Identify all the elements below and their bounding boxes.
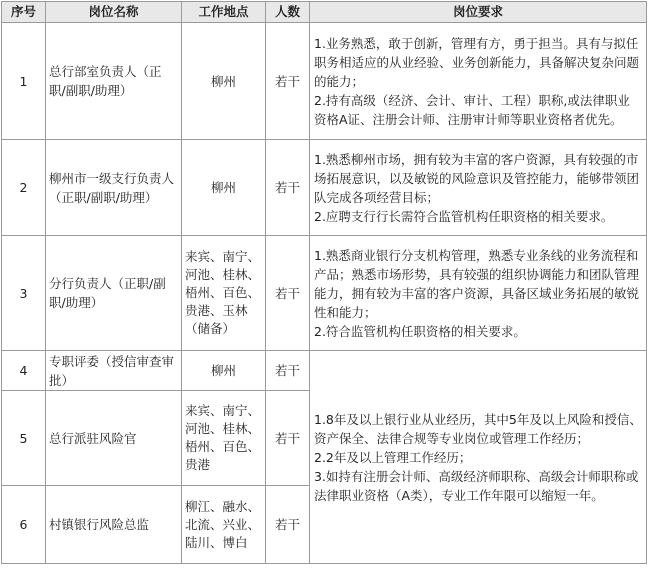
table-row (2, 351, 647, 391)
header-count: 人数 (266, 2, 310, 23)
requirement-item: 3.如持有注册会计师、高级经济师职称、高级会计师职称或法律职业资格（A类），专业工作年限可以缩短一年。 (314, 468, 639, 503)
requirement-item: 2.2年及以上管理工作经历； (314, 449, 472, 465)
row-no: 6 (2, 486, 46, 564)
row-requirements (310, 236, 647, 351)
table-row (2, 140, 647, 236)
header-no: 序号 (2, 2, 46, 23)
requirement-item: 2.应聘支行行长需符合监管机构任职资格的相关要求。 (314, 208, 614, 224)
row-location: 来宾、南宁、河池、桂林、梧州、百色、贵港、玉林（储备） (182, 236, 266, 351)
requirement-item: 1.8年及以上银行业从业经历，其中5年及以上风险和授信、资产保全、法律合规等专业岗位或管理工作经历； (314, 411, 642, 446)
requirement-item: 1.熟悉柳州市场，拥有较为丰富的客户资源，具有较强的市场拓展意识，以及敏锐的风险意识及管控能力，能够带领团队完成各项经营目标； (314, 151, 640, 205)
row-count: 若干 (266, 351, 310, 391)
header-requirements: 岗位要求 (310, 2, 647, 23)
row-title: 村镇银行风险总监 (46, 486, 182, 564)
row-count: 若干 (266, 486, 310, 564)
row-no: 2 (2, 140, 46, 236)
row-count: 若干 (266, 23, 310, 140)
requirement-item: 1.业务熟悉，敢于创新，管理有方，勇于担当。具有与拟任职务相适应的从业经验、业务创新能力，具备解决复杂问题的能力； (314, 35, 640, 89)
row-location: 柳州 (182, 351, 266, 391)
row-title: 总行部室负责人（正职/副职/助理） (46, 23, 182, 140)
shared-requirements (310, 351, 647, 564)
table-row (2, 23, 647, 140)
row-title: 柳州市一级支行负责人（正职/副职/助理） (46, 140, 182, 236)
header-title: 岗位名称 (46, 2, 182, 23)
row-count: 若干 (266, 391, 310, 486)
requirement-item: 1.熟悉商业银行分支机构管理，熟悉专业条线的业务流程和产品；熟悉市场形势，具有较强的组织协调能力和团队管理能力，拥有较为丰富的客户资源，具备区域业务拓展的敏锐性和能力； (314, 247, 640, 320)
header-location: 工作地点 (182, 2, 266, 23)
row-no: 1 (2, 23, 46, 140)
row-title: 总行派驻风险官 (46, 391, 182, 486)
requirement-item: 2.持有高级（经济、会计、审计、工程）职称,或法律职业资格A证、注册会计师、注册审计师等职业资格者优先。 (314, 92, 630, 127)
row-location: 柳江、融水、北流、兴业、陆川、博白 (182, 486, 266, 564)
row-location: 柳州 (182, 23, 266, 140)
row-requirements (310, 140, 647, 236)
job-table (1, 1, 647, 564)
row-requirements (310, 23, 647, 140)
row-count: 若干 (266, 140, 310, 236)
row-title: 专职评委（授信审查审批） (46, 351, 182, 391)
row-count: 若干 (266, 236, 310, 351)
row-no: 5 (2, 391, 46, 486)
row-no: 4 (2, 351, 46, 391)
row-title: 分行负责人（正职/副职/助理） (46, 236, 182, 351)
row-no: 3 (2, 236, 46, 351)
row-location: 来宾、南宁、河池、桂林、梧州、百色、贵港 (182, 391, 266, 486)
requirement-item: 2.符合监管机构任职资格的相关要求。 (314, 323, 526, 339)
table-header-row (2, 2, 647, 23)
row-location: 柳州 (182, 140, 266, 236)
table-row (2, 236, 647, 351)
